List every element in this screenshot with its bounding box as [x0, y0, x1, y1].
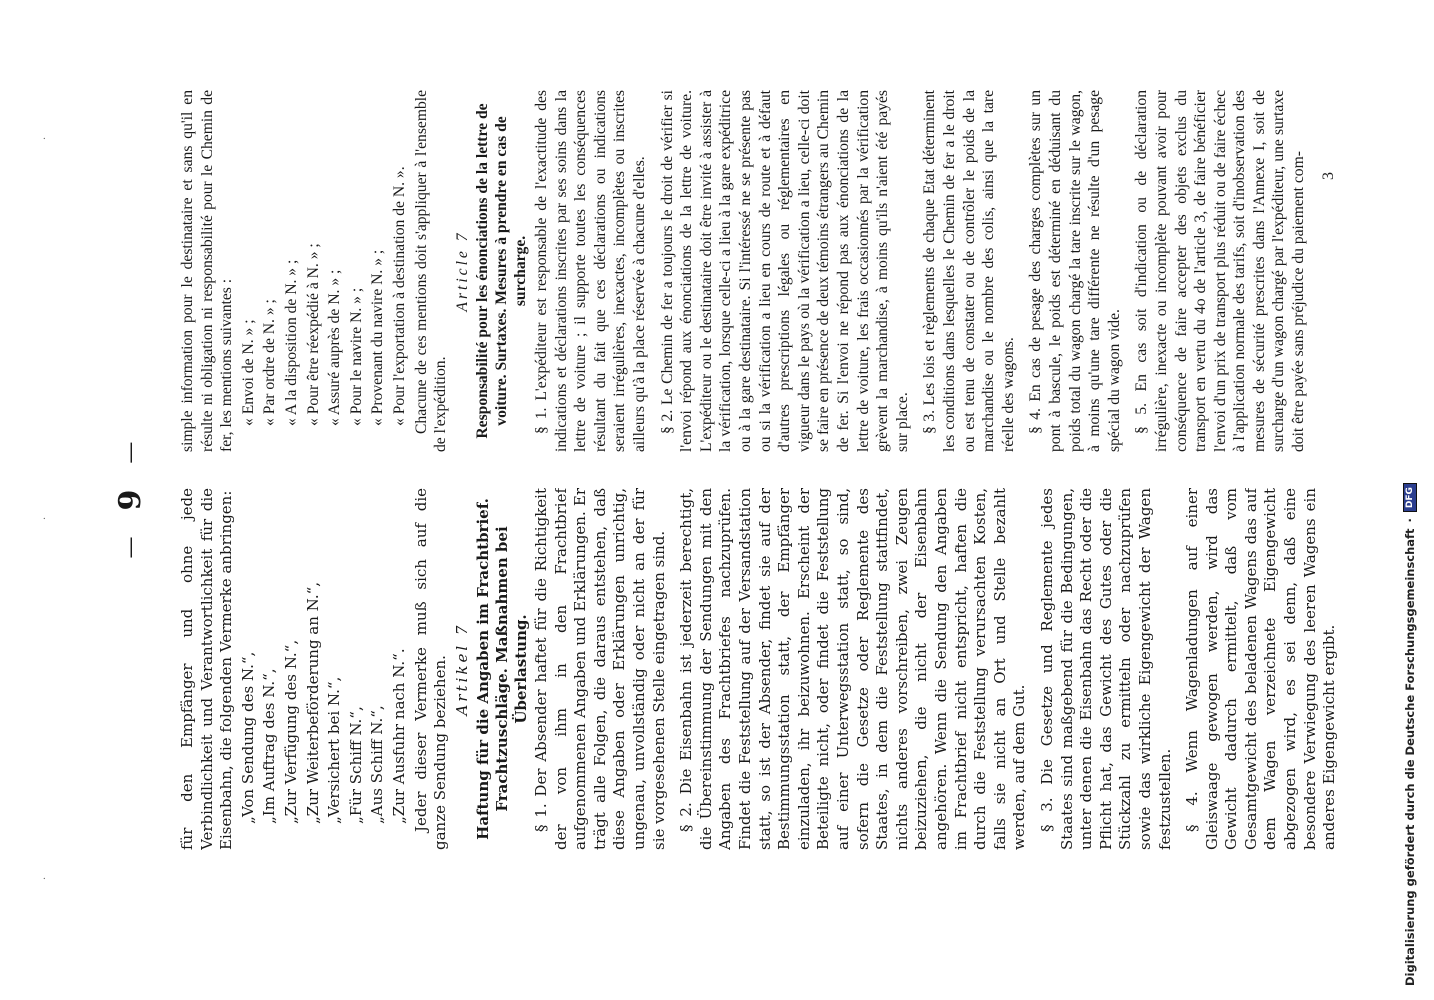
de-mentions-note: Jeder dieser Vermerke muß sich auf die ganze Sendung beziehen. [411, 488, 450, 850]
de-mention: „Für Schiff N.“, [346, 706, 365, 824]
fr-mention: « A la disposition de N. » ; [282, 259, 300, 426]
fr-article-title: Responsabilité pour les énonciations de la lettre de voiture. Surtaxes. Mesures à prendre en cas de surcharge. [474, 103, 529, 439]
fr-mention: « Assuré auprès de N. » ; [326, 269, 344, 426]
french-column [178, 90, 1348, 452]
fr-mention: « Pour être réexpédié à N. » ; [304, 243, 322, 426]
dfg-logo: DFG [1403, 483, 1417, 512]
de-paragraph-1: § 1. Der Absender haftet für die Richtigkeit der von ihm in den Frachtbrief aufgenommenen Angaben und Erklärungen. Er trägt alle Folgen, die daraus entstehen, daß diese Angaben oder Erklärungen unrichtig, ungenau, unvollständig oder nicht an der für sie vorgesehenen Stelle eingetragen sind. [532, 488, 668, 850]
fr-article-number: Article 7 [453, 230, 471, 312]
footer-separator: · [1403, 518, 1417, 523]
fr-paragraph-4: § 4. En cas de pesage des charges complètes sur un pont à bascule, le poids est déterminé en déduisant du poids total du wagon chargé la tare inscrite sur le wagon, à moins qu'une tare différente ne résulte d'un pesage spécial du wagon vide. [1027, 90, 1123, 452]
page-header [100, 0, 160, 1000]
header-dash-right: — [117, 441, 143, 464]
de-paragraph-3: § 3. Die Gesetze und Reglemente jedes Staates sind maßgebend für die Bedingungen, unter denen die Eisenbahn das Recht oder die Pflicht hat, das Gewicht des Gutes oder die Stückzahl zu ermitteln oder nachzuprüfen sowie das wirkliche Eigengewicht der Wagen festzustellen. [1037, 488, 1174, 850]
fr-paragraph-5: § 5. En cas soit d'indication ou de déclaration irrégulière, inexacte ou incomplète pouvant avoir pour conséquence de faire accepter des objets exclus du transport en vertu du 4o de l'article 3, de faire bénéficier l'envoi d'un prix de transport plus réduit ou de faire échec à l'application normale des tarifs, soit d'inobservation des mesures de sécurité prescrites dans l'Annexe I, soit de surcharge d'un wagon chargé par l'expéditeur, une surtaxe doit être payée sans préjudice du paiement com- [1133, 90, 1308, 452]
fr-mention: « Pour l'exportation à destination de N. ». [390, 166, 408, 426]
fr-paragraph-1: § 1. L'expéditeur est responsable de l'exactitude des indications et déclarations inscrites par ses soins dans la lettre de voiture ; il supporte toutes les conséquences résultant du fait que ces déclarations ou indications seraient irrégulières, inexactes, incomplètes ou inscrites ailleurs qu'à la place réservée à chacune d'elles. [533, 90, 649, 452]
de-paragraph-2: § 2. Die Eisenbahn ist jederzeit berechtigt, die Übereinstimmung der Sendungen mit den Angaben des Frachtbriefes nachzuprüfen. Findet die Feststellung auf der Versandstation statt, so ist der Absender, findet sie auf der Bestimmungsstation statt, der Empfänger einzuladen, ihr beizuwohnen. Erscheint der Beteiligte nicht, oder findet die Feststellung auf einer Unterwegsstation statt, so sind, sofern die Gesetze oder Reglemente des Staates, in dem die Feststellung stattfindet, nichts anderes vorschreiben, zwei Zeugen beizuziehen, die nicht der Eisenbahn angehören. Wenn die Sendung den Angaben im Frachtbrief nicht entspricht, haften die durch die Feststellung verursachten Kosten, falls sie nicht an Ort und Stelle bezahlt werden, auf dem Gut. [677, 488, 1029, 850]
fr-paragraph-2: § 2. Le Chemin de fer a toujours le droit de vérifier si l'envoi répond aux énonciations de la lettre de voiture. L'expéditeur ou le destinataire doit être invité à assister à la vérification, lorsque celle-ci a lieu à la gare expéditrice ou à la gare destinataire. Si l'intéressé ne se présente pas ou si la vérification a lieu en cours de route et à défaut d'autres prescriptions légales ou réglementaires en vigueur dans le pays où la vérification a lieu, celle-ci doit se faire en présence de deux témoins étrangers au Chemin de fer. Si l'envoi ne répond pas aux énonciations de la lettre de voiture, les frais occasionnés par la vérification grèvent la marchandise, à moins qu'ils n'aient été payés sur place. [658, 90, 911, 452]
de-mention: „Im Auftrag des N.“, [260, 668, 279, 824]
de-article-number: Artikel 7 [452, 622, 471, 716]
digitization-footer [1390, 0, 1430, 1000]
scan-speck: · [40, 876, 51, 880]
de-mention: „Zur Weiterbeförderung an N.“, [303, 581, 322, 824]
scan-speck: · [40, 136, 51, 140]
page-number: 9 [112, 489, 148, 511]
de-mention: „Zur Ausfuhr nach N.“. [389, 648, 408, 824]
fr-mentions-note: Chacune de ces mentions doit s'appliquer à l'ensemble de l'expédition. [412, 90, 450, 452]
fr-mention: « Par ordre de N. » ; [261, 299, 279, 426]
de-intro: für den Empfänger und ohne jede Verbindlichkeit und Verantwortlichkeit für die Eisenbahn, die folgenden Vermerke anbringen: [178, 488, 236, 850]
german-column [178, 488, 1348, 850]
footer-text: Digitalisierung gefördert durch die Deutsche Forschungsgemeinschaft [1403, 528, 1417, 986]
de-mention: „Von Sendung des N.“, [238, 651, 257, 824]
scan-speck: · [40, 516, 51, 520]
de-mention: „Aus Schiff N.“, [368, 705, 387, 824]
de-mention: „Zur Verfügung des N.“, [281, 639, 300, 824]
fr-mention: « Provenant du navire N. » ; [369, 249, 387, 426]
fr-intro: simple information pour le destinataire et sans qu'il en résulte ni obligation ni responsabilité pour le Chemin de fer, les mentions suivantes : [179, 90, 236, 452]
fr-mention: « Envoi de N. » ; [239, 319, 257, 426]
fr-mention: « Pour le navire N. » ; [347, 287, 365, 426]
header-dash-left: — [117, 536, 143, 559]
de-paragraph-4: § 4. Wenn Wagenladungen auf einer Gleiswaage gewogen werden, wird das Gewicht dadurch ermittelt, daß vom Gesamtgewicht des beladenen Wagens das auf dem Wagen verzeichnete Eigengewicht abgezogen wird, es sei denn, daß eine besondere Verwiegung des leeren Wagens ein anderes Eigengewicht ergibt. [1183, 488, 1339, 850]
de-mention: „Versichert bei N.“, [325, 676, 344, 824]
de-article-title: Haftung für die Angaben im Frachtbrief. Frachtzuschläge. Maßnahmen bei Überlastung. [474, 498, 530, 840]
sheet-signature-mark: 3 [1320, 172, 1337, 180]
fr-paragraph-3: § 3. Les lois et règlements de chaque Etat déterminent les conditions dans lesquelles le Chemin de fer a le droit ou est tenu de constater ou de contrôler le poids de la marchandise ou le nombre des colis, ainsi que la tare réelle des wagons. [921, 90, 1017, 452]
